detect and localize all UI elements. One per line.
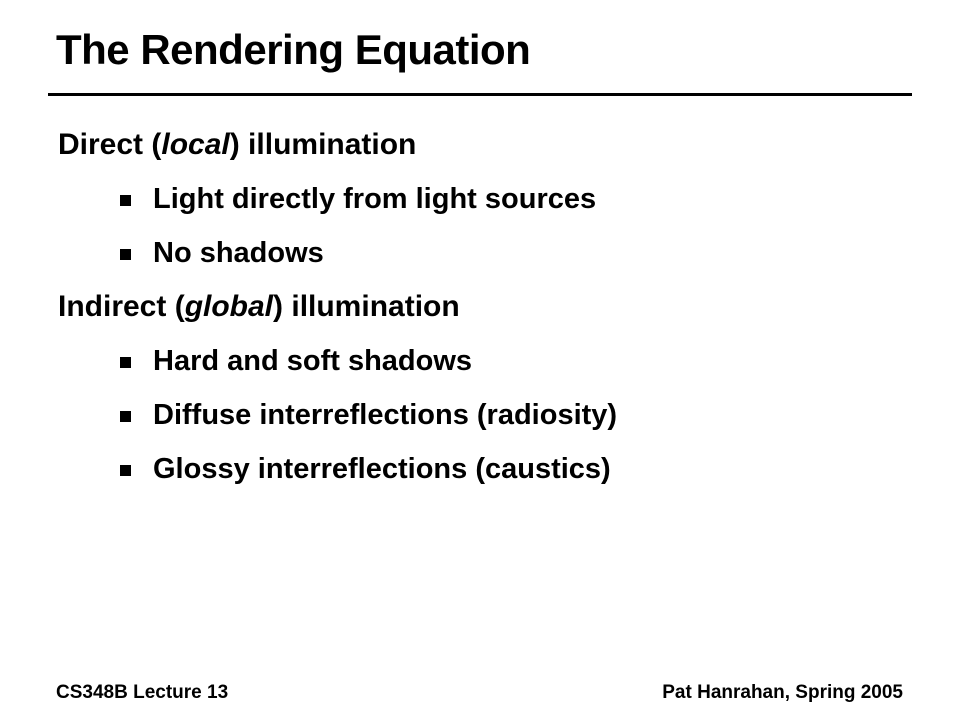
footer-course-label: CS348B Lecture 13 xyxy=(56,682,229,703)
heading-suffix: ) illumination xyxy=(229,128,417,161)
bullet-text: Hard and soft shadows xyxy=(153,345,473,377)
heading-prefix: Direct ( xyxy=(58,128,162,161)
bullet-text: Diffuse interreflections (radiosity) xyxy=(153,399,618,431)
square-bullet-icon xyxy=(120,465,131,476)
bullet-text: No shadows xyxy=(153,237,324,269)
section-heading-direct xyxy=(58,127,416,163)
footer-author-label: Pat Hanrahan, Spring 2005 xyxy=(662,682,903,703)
heading-suffix: ) illumination xyxy=(273,290,460,323)
bullet-text: Glossy interreflections (caustics) xyxy=(153,453,611,485)
title-divider xyxy=(48,93,912,96)
heading-emphasis: local xyxy=(161,128,230,161)
heading-prefix: Indirect ( xyxy=(58,290,185,323)
heading-emphasis: global xyxy=(184,290,274,323)
square-bullet-icon xyxy=(120,411,131,422)
bullet-text: Light directly from light sources xyxy=(153,183,597,215)
square-bullet-icon xyxy=(120,357,131,368)
section-heading-indirect xyxy=(58,289,460,325)
square-bullet-icon xyxy=(120,195,131,206)
square-bullet-icon xyxy=(120,249,131,260)
slide-title: The Rendering Equation xyxy=(56,26,531,73)
